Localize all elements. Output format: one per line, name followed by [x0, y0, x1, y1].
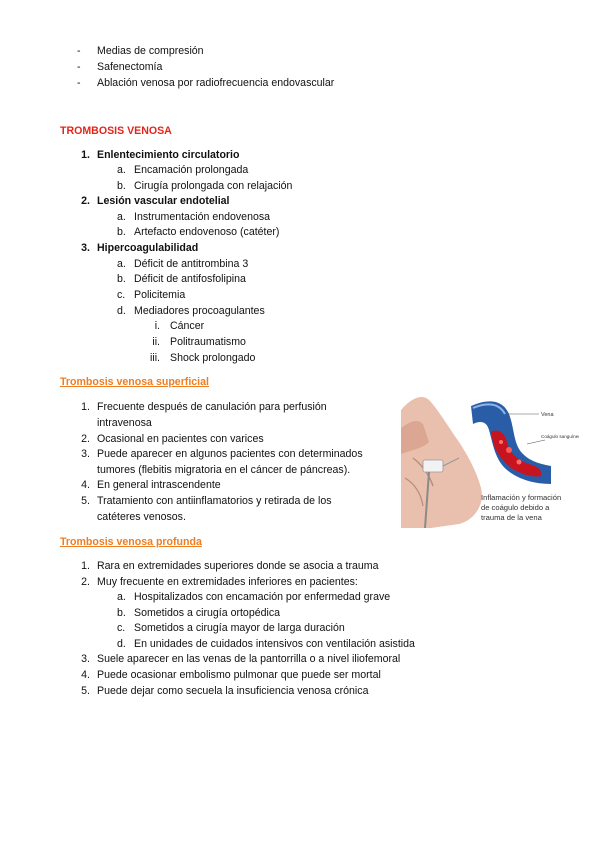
item-number: 3. [81, 448, 90, 460]
label-vena: Vena [541, 412, 554, 418]
sub-mark: c. [117, 622, 126, 634]
cause-heading: Enlentecimiento circulatorio [97, 149, 240, 161]
item-number: 3. [81, 242, 90, 254]
list-item: Suele aparecer en las venas de la pantorrilla o a nivel iliofemoral [97, 653, 401, 665]
sub-item: En unidades de cuidados intensivos con ventilación asistida [134, 638, 415, 650]
sub-mark: c. [117, 289, 126, 301]
vein-clot-illustration [401, 388, 579, 528]
list-item: Ablación venosa por radiofrecuencia endovascular [97, 77, 335, 89]
item-number: 2. [81, 195, 90, 207]
dash-bullet: - [77, 77, 81, 89]
figure-caption: Inflamación y formación [481, 493, 562, 502]
list-item: Tratamiento con antiinflamatorios y retirada de los [97, 495, 332, 507]
sub-item: Mediadores procoagulantes [134, 305, 265, 317]
sub-item: Encamación prolongada [134, 164, 249, 176]
sub-item: Cirugía prolongada con relajación [134, 180, 293, 192]
subsub-item: Cáncer [170, 320, 205, 332]
label-coagulo: Coágulo sanguíneo [541, 434, 579, 439]
sub-item: Déficit de antifosfolipina [134, 273, 246, 285]
sub-mark: b. [117, 226, 126, 238]
sub-mark: d. [117, 305, 126, 317]
list-item: Puede ocasionar embolismo pulmonar que puede ser mortal [97, 669, 381, 681]
item-number: 1. [81, 401, 90, 413]
sub-mark: a. [117, 258, 126, 270]
sub-item: Sometidos a cirugía mayor de larga duración [134, 622, 345, 634]
list-item-continued: catéteres venosos. [97, 511, 186, 523]
item-number: 3. [81, 653, 90, 665]
subsub-mark: ii. [152, 336, 160, 348]
subsub-item: Shock prolongado [170, 352, 256, 364]
cause-heading: Lesión vascular endotelial [97, 195, 230, 207]
item-number: 2. [81, 576, 90, 588]
sub-mark: a. [117, 164, 126, 176]
list-item: Medias de compresión [97, 45, 204, 57]
list-item: Safenectomía [97, 61, 163, 73]
item-number: 1. [81, 560, 90, 572]
dash-bullet: - [77, 45, 81, 57]
list-item: Ocasional en pacientes con varices [97, 433, 264, 445]
item-number: 2. [81, 433, 90, 445]
list-item-continued: tumores (flebitis migratoria en el cáncer de páncreas). [97, 464, 351, 476]
hand-vein-illustration-icon [401, 388, 579, 528]
item-number: 4. [81, 479, 90, 491]
subsub-mark: iii. [149, 352, 160, 364]
sub-mark: a. [117, 591, 126, 603]
item-number: 4. [81, 669, 90, 681]
subsub-mark: i. [154, 320, 160, 332]
section-title-profunda: Trombosis venosa profunda [60, 536, 202, 548]
sub-item: Artefacto endovenoso (catéter) [134, 226, 280, 238]
list-item-continued: intravenosa [97, 417, 152, 429]
list-item: Rara en extremidades superiores donde se asocia a trauma [97, 560, 379, 572]
sub-mark: b. [117, 180, 126, 192]
subsub-item: Politraumatismo [170, 336, 246, 348]
figure-caption: de coágulo debido a [481, 503, 550, 512]
item-number: 5. [81, 685, 90, 697]
list-item: Puede dejar como secuela la insuficiencia venosa crónica [97, 685, 369, 697]
sub-item: Déficit de antitrombina 3 [134, 258, 249, 270]
sub-item: Hospitalizados con encamación por enfermedad grave [134, 591, 391, 603]
list-item: Frecuente después de canulación para perfusión [97, 401, 327, 413]
section-title-trombosis: TROMBOSIS VENOSA [60, 125, 172, 137]
list-item: Puede aparecer en algunos pacientes con determinados [97, 448, 363, 460]
sub-item: Policitemia [134, 289, 186, 301]
cause-heading: Hipercoagulabilidad [97, 242, 199, 254]
list-item: Muy frecuente en extremidades inferiores en pacientes: [97, 576, 358, 588]
sub-item: Instrumentación endovenosa [134, 211, 271, 223]
clot-cell [499, 440, 503, 444]
clot-cell [517, 460, 522, 465]
list-item: En general intrascendente [97, 479, 221, 491]
item-number: 5. [81, 495, 90, 507]
dash-bullet: - [77, 61, 81, 73]
section-title-superficial: Trombosis venosa superficial [60, 376, 209, 388]
label-line [527, 440, 545, 444]
clot-cell [506, 447, 512, 453]
figure-caption: trauma de la vena [481, 513, 542, 522]
sub-item: Sometidos a cirugía ortopédica [134, 607, 281, 619]
sub-mark: b. [117, 607, 126, 619]
item-number: 1. [81, 149, 90, 161]
sub-mark: a. [117, 211, 126, 223]
sub-mark: b. [117, 273, 126, 285]
sub-mark: d. [117, 638, 126, 650]
catheter-hub [423, 460, 443, 472]
